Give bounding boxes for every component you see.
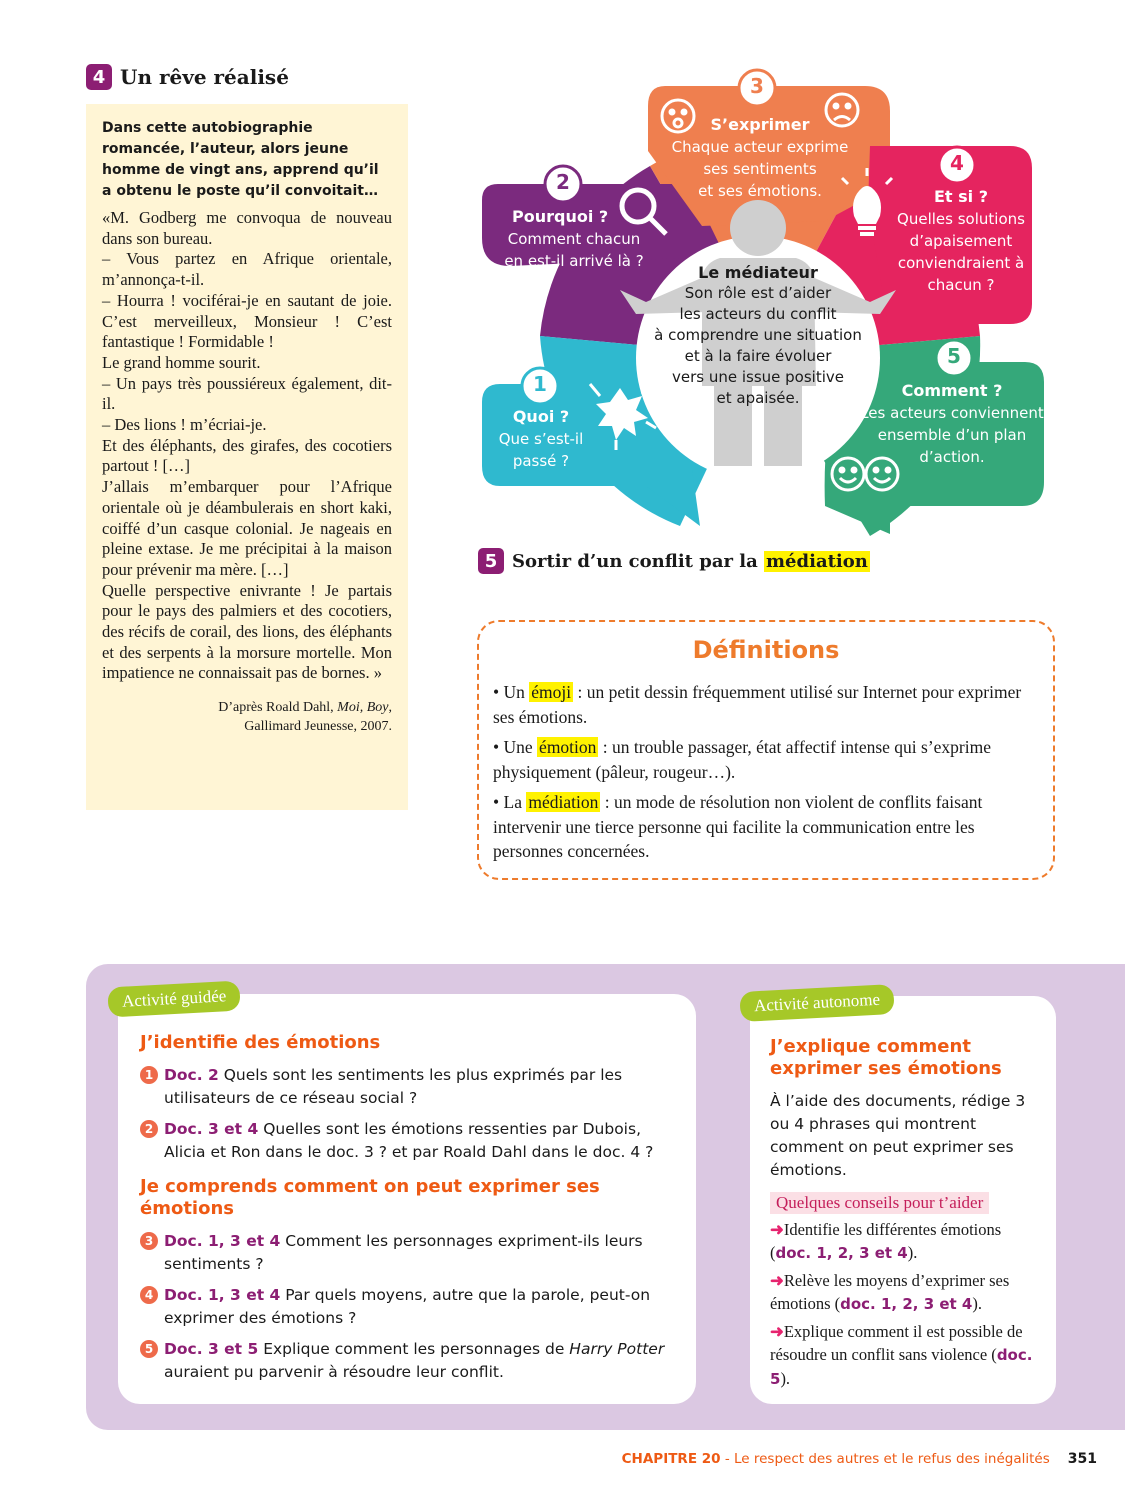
definitions-box: [477, 620, 1055, 880]
doc4-header: [86, 64, 289, 90]
step-5-line: ensemble d’un plan: [877, 426, 1027, 444]
footer-chapter-line: [622, 1451, 1050, 1467]
question-item: [140, 1118, 674, 1164]
definition-text: : un trouble passager, état affectif intense qui s’exprime physiquement (pâleur, rougeur…).: [493, 737, 991, 782]
quote-paragraph: Quelle perspective enivrante ! Je partais pour le pays des palmiers et des cocotiers, des récifs de corail, des lions, des éléphants et des serpents à la morsure mortelle. Mon impatience ne connaissait pas de bornes. »: [102, 580, 392, 683]
definition-item: [493, 680, 1039, 729]
definitions-title: Définitions: [692, 636, 840, 664]
autonomous-activity-card: [750, 996, 1056, 1404]
definition-item: [493, 790, 1039, 864]
question-number: 4: [140, 1286, 158, 1304]
mediator-line: les acteurs du conflit: [679, 305, 837, 323]
mediator-line: à comprendre une situation: [654, 326, 862, 344]
quote-paragraph: «M. Godberg me convoqua de nouveau dans son bureau.: [102, 208, 392, 248]
tip-item: [770, 1320, 1036, 1391]
step-2-title: Pourquoi ?: [512, 207, 609, 226]
mediator-line: et à la faire évoluer: [684, 347, 832, 365]
step-5-line: d’action.: [919, 448, 985, 466]
arrow-icon: ➜: [770, 1322, 784, 1341]
step-3-title: S’exprimer: [710, 115, 810, 134]
question-number: 1: [140, 1066, 158, 1084]
step-1-line: passé ?: [512, 452, 570, 470]
question-number: 3: [140, 1232, 158, 1250]
step-4-line: chacun ?: [927, 276, 995, 294]
mediator-title: Le médiateur: [698, 263, 818, 282]
step-4-line: Quelles solutions: [897, 210, 1025, 228]
guided-activity-tag: Activité guidée: [107, 981, 241, 1018]
question-body: Explique comment les personnages de: [258, 1340, 570, 1358]
arrow-icon: ➜: [770, 1271, 784, 1290]
question-body-end: auraient pu parvenir à résoudre leur conflit.: [164, 1363, 504, 1381]
tip-text: Explique comment il est possible de résoudre un conflit sans violence (: [770, 1322, 1023, 1364]
mediator-line: Son rôle est d’aider: [684, 284, 832, 302]
step-5-line: Les acteurs conviennent: [860, 404, 1044, 422]
quote-paragraph: – Vous partez en Afrique orientale, m’annonça-t-il.: [102, 249, 392, 290]
mediator-line: et apaisée.: [716, 389, 800, 407]
guided-heading-1: J’identifie des émotions: [140, 1032, 381, 1053]
question-body: Comment les personnages expriment-ils leurs sentiments ?: [164, 1232, 643, 1273]
doc4-title: Un rêve réalisé: [120, 65, 289, 89]
tip-item: [770, 1218, 1036, 1265]
autonomous-heading: J’explique comment exprimer ses émotions: [770, 1036, 1002, 1079]
tips-title: Quelques conseils pour t’aider: [770, 1192, 989, 1214]
definition-term: émoji: [531, 682, 572, 702]
tip-ref: doc. 1, 2, 3 et 4: [840, 1295, 973, 1313]
mediator-text: [638, 262, 878, 409]
quote-paragraph: J’allais m’embarquer pour l’Afrique orientale où je déambulerais en short kaki, coiffé d’un casque colonial. Je nageais en pleine extase. Je me précipitai à la maison pour prévenir ma mère. […]: [102, 477, 392, 579]
step-3-line: et ses émotions.: [698, 182, 822, 200]
question-text: [164, 1338, 674, 1384]
question-item: [140, 1230, 674, 1276]
step-1-title: Quoi ?: [512, 407, 570, 426]
step-5-number: 5: [947, 344, 961, 368]
step-2-number: 2: [556, 170, 570, 194]
question-number: 5: [140, 1340, 158, 1358]
step-4-text: [888, 186, 1034, 296]
step-2-line: Comment chacun: [507, 230, 641, 248]
step-5-title: Comment ?: [901, 381, 1003, 400]
question-ref: Doc. 1, 3 et 4: [164, 1286, 281, 1304]
step-4-number: 4: [950, 151, 964, 175]
question-ref: Doc. 3 et 5: [164, 1340, 259, 1358]
question-item: [140, 1284, 674, 1330]
mediation-diagram: [470, 66, 1090, 546]
step-1-line: Que s’est-il: [498, 430, 584, 448]
step-4-title: Et si ?: [933, 187, 988, 206]
autonomous-activity-tag: Activité autonome: [739, 984, 894, 1022]
doc4-quote: [102, 208, 392, 684]
step-3-text: [660, 114, 860, 202]
tip-end: ).: [907, 1243, 918, 1262]
step-5-text: [854, 380, 1050, 468]
step-4-line: d’apaisement: [909, 232, 1013, 250]
question-text: [164, 1230, 674, 1276]
step-2-text: [484, 206, 664, 272]
quote-paragraph: – Des lions ! m’écriai-je.: [102, 415, 267, 435]
step-4-line: conviendraient à: [897, 254, 1025, 272]
step-1-number: 1: [533, 372, 547, 396]
source-publisher: Gallimard Jeunesse, 2007.: [244, 719, 392, 735]
question-body: Quels sont les sentiments les plus exprimés par les utilisateurs de ce réseau social ?: [164, 1066, 623, 1107]
footer-subtitle: - Le respect des autres et le refus des inégalités: [720, 1451, 1050, 1467]
step-1-text: [488, 406, 594, 472]
tip-text: Identifie les différentes émotions (: [770, 1220, 1002, 1262]
mediator-line: vers une issue positive: [671, 368, 844, 386]
guided-activity-card: [118, 994, 696, 1404]
source-comma: ,: [388, 700, 392, 716]
arrow-icon: ➜: [770, 1220, 784, 1239]
question-number: 2: [140, 1120, 158, 1138]
autonomous-instructions: À l’aide des documents, rédige 3 ou 4 phrases qui montrent comment on peut exprimer ses émotions.: [770, 1092, 1026, 1179]
question-ref: Doc. 2: [164, 1066, 219, 1084]
source-book-title: Moi, Boy: [337, 700, 389, 716]
step-2-line: en est-il arrivé là ?: [504, 252, 644, 270]
question-text: [164, 1284, 674, 1330]
definition-prefix: • Un: [493, 682, 530, 702]
tip-end: ).: [780, 1369, 791, 1388]
question-text: [164, 1118, 674, 1164]
doc5-title-text: Sortir d’un conflit par la: [512, 550, 765, 572]
doc4-number-badge: 4: [86, 64, 112, 90]
footer-chapter: CHAPITRE 20: [621, 1451, 721, 1467]
doc4-source: [102, 698, 392, 736]
step-3-line: ses sentiments: [703, 160, 817, 178]
doc5-header: [478, 548, 870, 574]
page-number: 351: [1067, 1451, 1097, 1467]
question-item: [140, 1064, 674, 1110]
tip-end: ).: [972, 1294, 982, 1313]
quote-paragraph: – Hourra ! vociférai-je en sautant de joie. C’est merveilleux, Monsieur ! C’est fantastique ! Formidable !: [102, 290, 392, 352]
doc4-intro: Dans cette autobiographie romancée, l’auteur, alors jeune homme de vingt ans, apprend qu’il a obtenu le poste qu’il convoitait…: [102, 120, 379, 199]
question-body: Par quels moyens, autre que la parole, peut-on exprimer des émotions ?: [164, 1286, 651, 1327]
question-italic: Harry Potter: [569, 1340, 665, 1358]
tip-text: Relève les moyens d’exprimer ses émotions (: [770, 1271, 1010, 1313]
definition-prefix: • Une: [493, 737, 538, 757]
step-3-number: 3: [750, 74, 764, 98]
page-footer: [622, 1451, 1097, 1467]
definition-text: : un mode de résolution non violent de conflits faisant intervenir une tierce personne qui facilite la communication entre les personnes concernées.: [493, 792, 983, 861]
doc4-text-box: [86, 104, 408, 810]
quote-paragraph: Le grand homme sourit.: [102, 352, 261, 372]
guided-heading-2: Je comprends comment on peut exprimer ses émotions: [140, 1176, 600, 1219]
question-body: Quelles sont les émotions ressenties par Dubois, Alicia et Ron dans le doc. 3 ? et par Roald Dahl dans le doc. 4 ?: [164, 1120, 654, 1161]
doc5-title: [512, 551, 870, 572]
definition-text: : un petit dessin fréquemment utilisé sur Internet pour exprimer ses émotions.: [493, 682, 1022, 727]
definition-term: émotion: [539, 737, 597, 757]
source-author: D’après Roald Dahl,: [218, 700, 338, 716]
tip-ref: doc. 1, 2, 3 et 4: [775, 1244, 908, 1262]
tip-item: [770, 1269, 1036, 1316]
doc5-number-badge: 5: [478, 548, 504, 574]
question-ref: Doc. 1, 3 et 4: [164, 1232, 281, 1250]
definition-item: [493, 735, 1039, 784]
question-item: [140, 1338, 674, 1384]
step-3-line: Chaque acteur exprime: [671, 138, 849, 156]
question-ref: Doc. 3 et 4: [164, 1120, 259, 1138]
quote-paragraph: Et des éléphants, des girafes, des cocotiers partout ! […]: [102, 435, 392, 476]
question-text: [164, 1064, 674, 1110]
definition-term: médiation: [528, 792, 599, 812]
doc5-title-highlight: médiation: [766, 550, 868, 572]
definition-prefix: • La: [493, 792, 527, 812]
tip-ref: doc. 5: [770, 1346, 1033, 1388]
quote-paragraph: – Un pays très poussiéreux également, dit-il.: [102, 373, 392, 414]
